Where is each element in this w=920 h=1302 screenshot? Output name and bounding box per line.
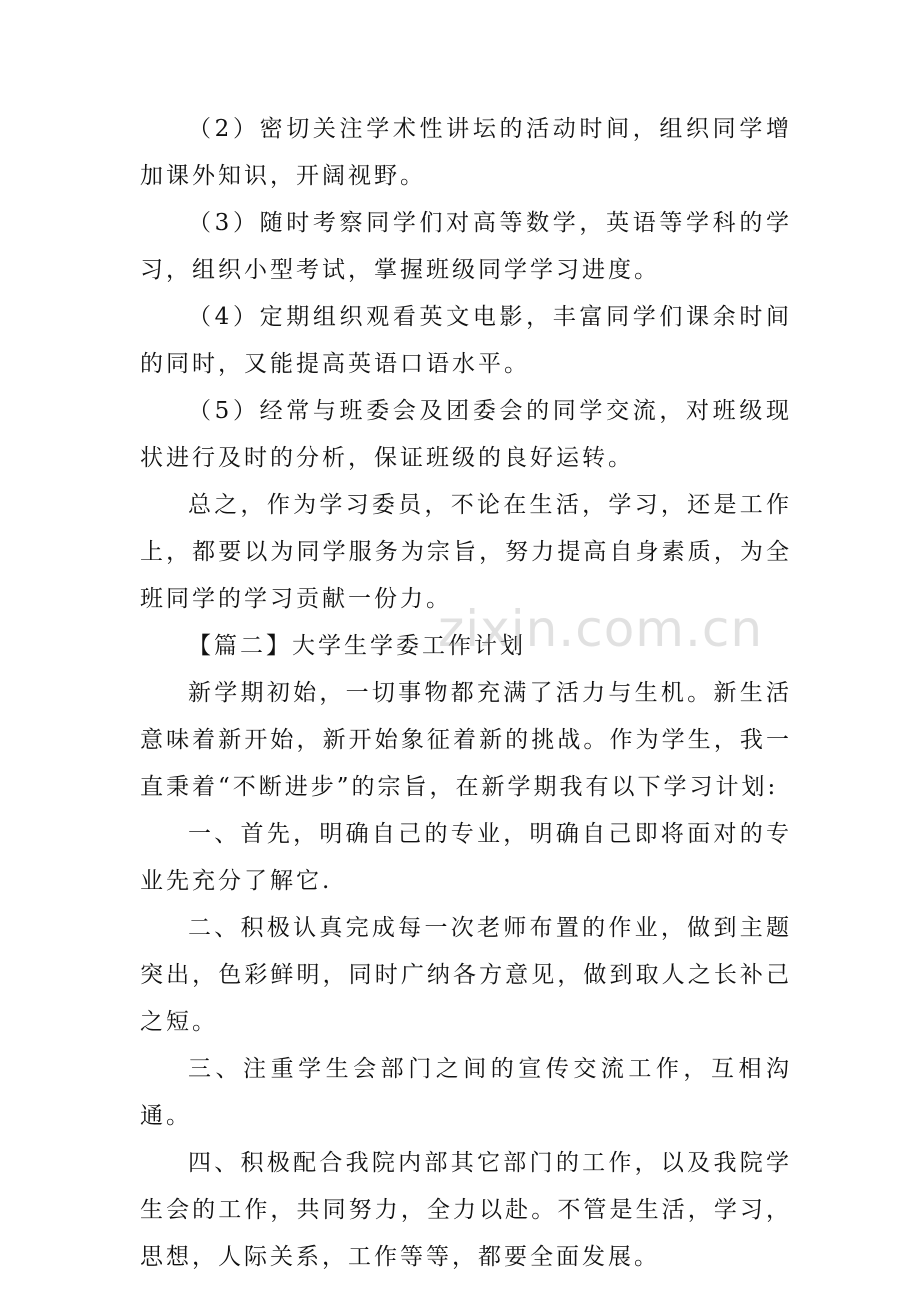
paragraph-point-2: 二、积极认真完成每一次老师布置的作业，做到主题突出，色彩鲜明，同时广纳各方意见，做到取人之长补己之短。: [140, 915, 792, 1035]
paragraph-point-1: 一、首先，明确自己的专业，明确自己即将面对的专业先充分了解它.: [140, 821, 792, 894]
paragraph-summary: 总之，作为学习委员，不论在生活，学习，还是工作上，都要以为同学服务为宗旨，努力提高自身素质，为全班同学的学习贡献一份力。: [140, 492, 792, 612]
paragraph-point-4: 四、积极配合我院内部其它部门的工作，以及我院学生会的工作，共同努力，全力以赴。不管是生活，学习，思想，人际关系，工作等等，都要全面发展。: [140, 1150, 792, 1270]
watermark: zixin.com.cn: [438, 600, 764, 658]
paragraph-item-3: （3）随时考察同学们对高等数学，英语等学科的学习，组织小型考试，掌握班级同学学习进度。: [140, 210, 792, 283]
paragraph-item-5: （5）经常与班委会及团委会的同学交流，对班级现状进行及时的分析，保证班级的良好运转。: [140, 398, 792, 471]
paragraph-point-3: 三、注重学生会部门之间的宣传交流工作，互相沟通。: [140, 1056, 792, 1129]
document-body: [140, 106, 792, 1281]
section-heading: 【篇二】大学生学委工作计划: [188, 633, 526, 659]
paragraph-item-4: （4）定期组织观看英文电影，丰富同学们课余时间的同时，又能提高英语口语水平。: [140, 304, 792, 377]
paragraph-item-2: （2）密切关注学术性讲坛的活动时间，组织同学增加课外知识，开阔视野。: [140, 116, 792, 189]
paragraph-intro: 新学期初始，一切事物都充满了活力与生机。新生活意味着新开始，新开始象征着新的挑战。作为学生，我一直秉着“不断进步”的宗旨，在新学期我有以下学习计划:: [140, 680, 792, 800]
